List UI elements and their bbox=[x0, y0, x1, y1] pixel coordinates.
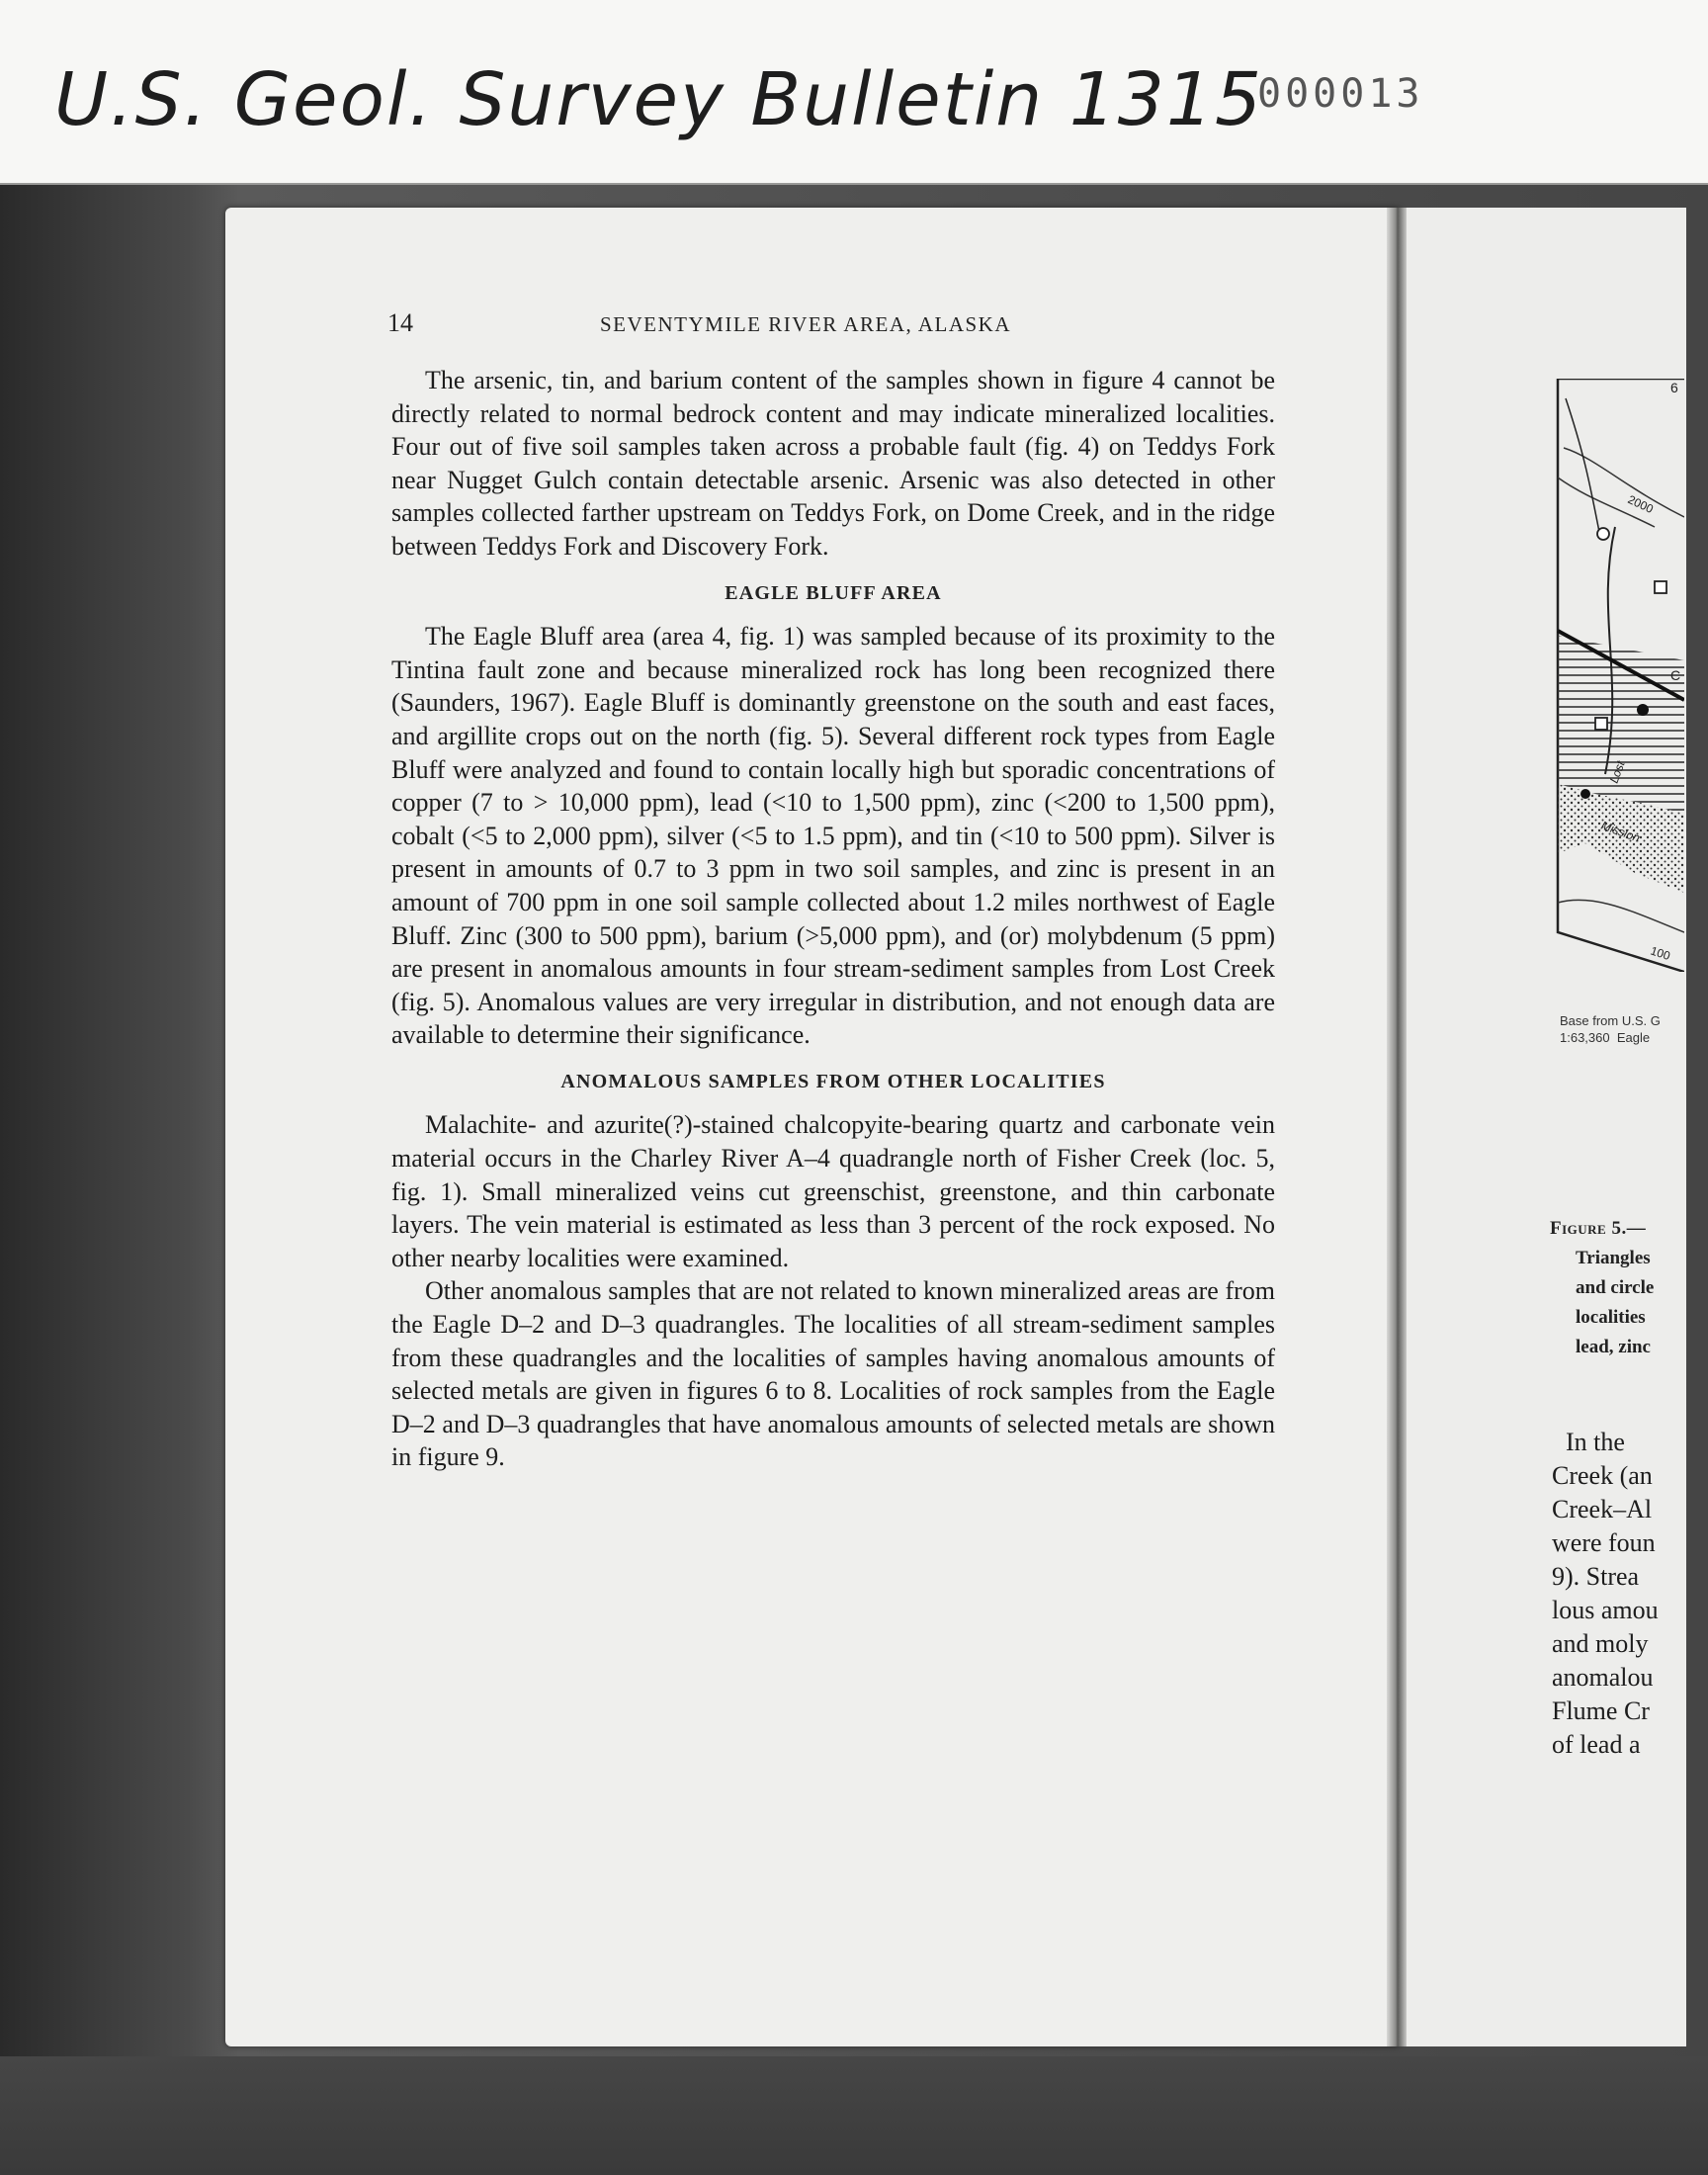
sample-square bbox=[1655, 581, 1666, 593]
running-title: SEVENTYMILE RIVER AREA, ALASKA bbox=[600, 312, 1011, 336]
sample-circle bbox=[1597, 528, 1609, 540]
figure-5-map-fragment bbox=[1556, 379, 1684, 972]
book-spine bbox=[1387, 208, 1407, 2046]
body-text bbox=[391, 364, 1275, 1474]
running-head bbox=[387, 308, 1277, 344]
caption-label: Figure 5.— bbox=[1550, 1218, 1647, 1239]
map-label: 6 bbox=[1670, 380, 1678, 395]
map-label: 2000 bbox=[1625, 492, 1656, 517]
stamp-number: 000013 bbox=[1257, 71, 1424, 117]
map-label: Lost bbox=[1606, 758, 1628, 786]
handwritten-title: U.S. Geol. Survey Bulletin 1315 bbox=[54, 57, 1264, 142]
paragraph: The Eagle Bluff area (area 4, fig. 1) was sampled because of its proximity to the Tintina fault zone and because mineralized rock has long been recognized there (Saunders, 1967). Eagle Bluff is dominantly greenstone on the south and east faces, and argillite crops out on the north (fig. 5). Several different rock types from Eagle Bluff were analyzed and found to contain locally high but sporadic concentrations of copper (7 to > 10,000 ppm), lead (<10 to 1,500 ppm), zinc (<200 to 1,500 ppm), cobalt (<5 to 2,000 ppm), silver (<5 to 1.5 ppm), and tin (<10 to 500 ppm). Silver is present in amounts of 0.7 to 3 ppm in two soil samples, and zinc is present in an amount of 700 ppm in one soil sample collected about 1.2 miles northwest of Eagle Bluff. Zinc (300 to 500 ppm), barium (>5,000 ppm), and (or) molybdenum (5 ppm) are present in anomalous amounts in four stream-sediment samples from Lost Creek (fig. 5). Anomalous values are very irregular in distribution, and not enough data are available to determine their significance. bbox=[391, 622, 1275, 1050]
paragraph: Other anomalous samples that are not related to known mineralized areas are from the Eagle D–2 and D–3 quadrangles. The localities of all stream-sediment samples from these quadrangles and the localities of samples having anomalous amounts of selected metals are given in figures 6 to 8. Localities of rock samples from the Eagle D–2 and D–3 quadrangles that have anomalous amounts of selected metals are shown in figure 9. bbox=[391, 1276, 1275, 1472]
facing-page-text-fragment: In the Creek (an Creek–Al were foun 9). Strea lous amou and moly anomalou Flume Cr of lead a bbox=[1552, 1428, 1659, 1759]
scan-header-strip bbox=[0, 0, 1708, 185]
map-label: C bbox=[1670, 667, 1681, 683]
section-heading-eagle-bluff: EAGLE BLUFF AREA bbox=[725, 581, 942, 604]
map-label: Mission bbox=[1598, 818, 1642, 845]
contour-line bbox=[1564, 448, 1684, 517]
paragraph: Malachite- and azurite(?)-stained chalcopyite-bearing quartz and carbonate vein material occurs in the Charley River A–4 quadrangle north of Fisher Creek (loc. 5, fig. 1). Small mineralized veins cut greenschist, greenstone, and thin carbonate layers. The vein material is estimated as less than 3 percent of the rock exposed. No other nearby localities were examined. bbox=[391, 1110, 1275, 1272]
paragraph: The arsenic, tin, and barium content of the samples shown in figure 4 cannot be directly related to normal bedrock content and may indicate mineralized localities. Four out of five soil samples taken across a probable fault (fig. 4) on Teddys Fork near Nugget Gulch contain detectable arsenic. Arsenic was also detected in other samples collected farther upstream on Teddys Fork, on Dome Creek, and in the ridge between Teddys Fork and Discovery Fork. bbox=[391, 366, 1275, 561]
page-number: 14 bbox=[387, 308, 413, 337]
figure-caption-fragment: Figure 5.— Triangles and circle localities lead, zinc bbox=[1550, 1218, 1655, 1357]
contour-line bbox=[1558, 900, 1684, 932]
sample-dot bbox=[1637, 704, 1649, 716]
map-label: 100 bbox=[1649, 943, 1672, 964]
scan-background-bottom bbox=[0, 2056, 1708, 2175]
sample-square bbox=[1595, 718, 1607, 730]
stream-line bbox=[1566, 398, 1600, 537]
hatched-unit bbox=[1558, 636, 1684, 814]
sample-dot bbox=[1580, 789, 1590, 799]
map-base-note: Base from U.S. G 1:63,360 Eagle bbox=[1560, 1013, 1661, 1045]
section-heading-anomalous-samples: ANOMALOUS SAMPLES FROM OTHER LOCALITIES bbox=[560, 1070, 1106, 1092]
